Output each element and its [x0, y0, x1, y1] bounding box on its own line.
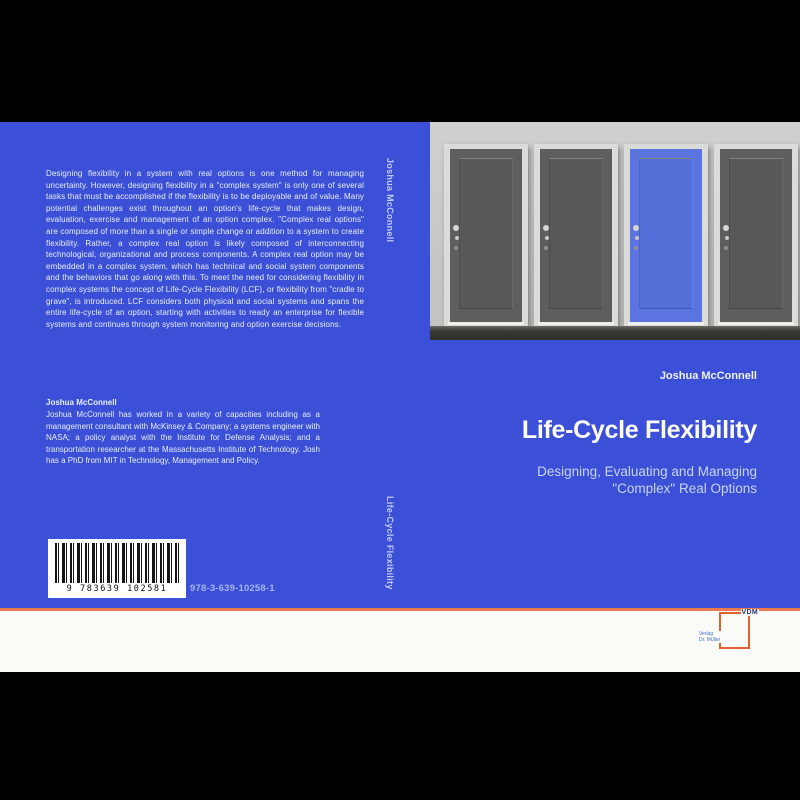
author-bio [46, 397, 320, 466]
barcode-digits: 9 783639 102581 [66, 584, 168, 594]
front-subtitle-line2: "Complex" Real Options [612, 481, 757, 496]
door-sill [628, 322, 704, 325]
doors-photo [430, 122, 800, 340]
vdm-logo-subtext-line2: Dr. Müller [699, 637, 721, 643]
vdm-logo-square-icon [719, 612, 750, 649]
door-sill [718, 322, 794, 325]
spine-title-text: Life-Cycle Flexibility [385, 496, 395, 590]
isbn-text: 978-3-639-10258-1 [190, 583, 275, 594]
bottom-white-band [0, 611, 800, 672]
publisher-logo [699, 609, 758, 649]
book-cover-spread [0, 122, 800, 672]
front-subtitle [537, 463, 757, 497]
spine-author-text: Joshua McConnell [385, 158, 395, 243]
vdm-logo-label: VDM [741, 609, 758, 616]
back-cover-blurb: Designing flexibility in a system with real options is one method for managing uncertainty. However, designing flexibility in a "complex system" is only one of several tasks that must be accomplished if the flexibility is to be deployable and of value. Many potential challenges exist throughout an option's life-cycle that makes design, evaluation, exercise and management of an option complex. "Complex real options" are composed of more than a single or simple change or addition to a system to create flexibility. Rather, a complex real option is likely composed of interconnecting technological, organizational and process components. A complex real option may be embedded in a complex system, which has technical and social system components and the behaviors that go along with this. To meet the need for considering flexibility in complex systems the concept of Life-Cycle Flexibility (LCF), or flexibility from "cradle to grave", is introduced. LCF considers both physical and social systems and spans the entire life-cycle of an option, starting with activities to ready an enterprise for flexible systems and continues through system monitoring and option exercise decisions. [46, 169, 364, 329]
door-panel [459, 158, 513, 309]
barcode-bars [55, 543, 179, 583]
door-gray-3 [714, 144, 798, 326]
door-blue [624, 144, 708, 326]
door-panel [729, 158, 783, 309]
door-sill [448, 322, 524, 325]
door-panel [639, 158, 693, 309]
door-sill [538, 322, 614, 325]
author-bio-heading: Joshua McConnell [46, 398, 117, 407]
door-panel [549, 158, 603, 309]
author-bio-text: Joshua McConnell has worked in a variety of capacities including as a management consultant with McKinsey & Company; a systems engineer with NASA; a policy analyst with the Institute for Defense Analysis; and a transportation researcher at the Massachusetts Institute of Technology. Josh has a PhD from MIT in Technology, Management and Policy. [46, 410, 320, 466]
door-leaf [630, 149, 702, 322]
front-author-text: Joshua McConnell [659, 370, 757, 382]
vdm-logo-subtext [698, 631, 721, 643]
door-leaf [540, 149, 612, 322]
door-gray-1 [444, 144, 528, 326]
door-leaf [450, 149, 522, 322]
vdm-logo-subtext-line1: Verlag [699, 631, 714, 637]
photo-floor [430, 326, 800, 340]
barcode [48, 539, 186, 598]
front-subtitle-line1: Designing, Evaluating and Managing [537, 464, 757, 479]
door-leaf [720, 149, 792, 322]
door-gray-2 [534, 144, 618, 326]
front-title: Life-Cycle Flexibility [521, 416, 757, 444]
